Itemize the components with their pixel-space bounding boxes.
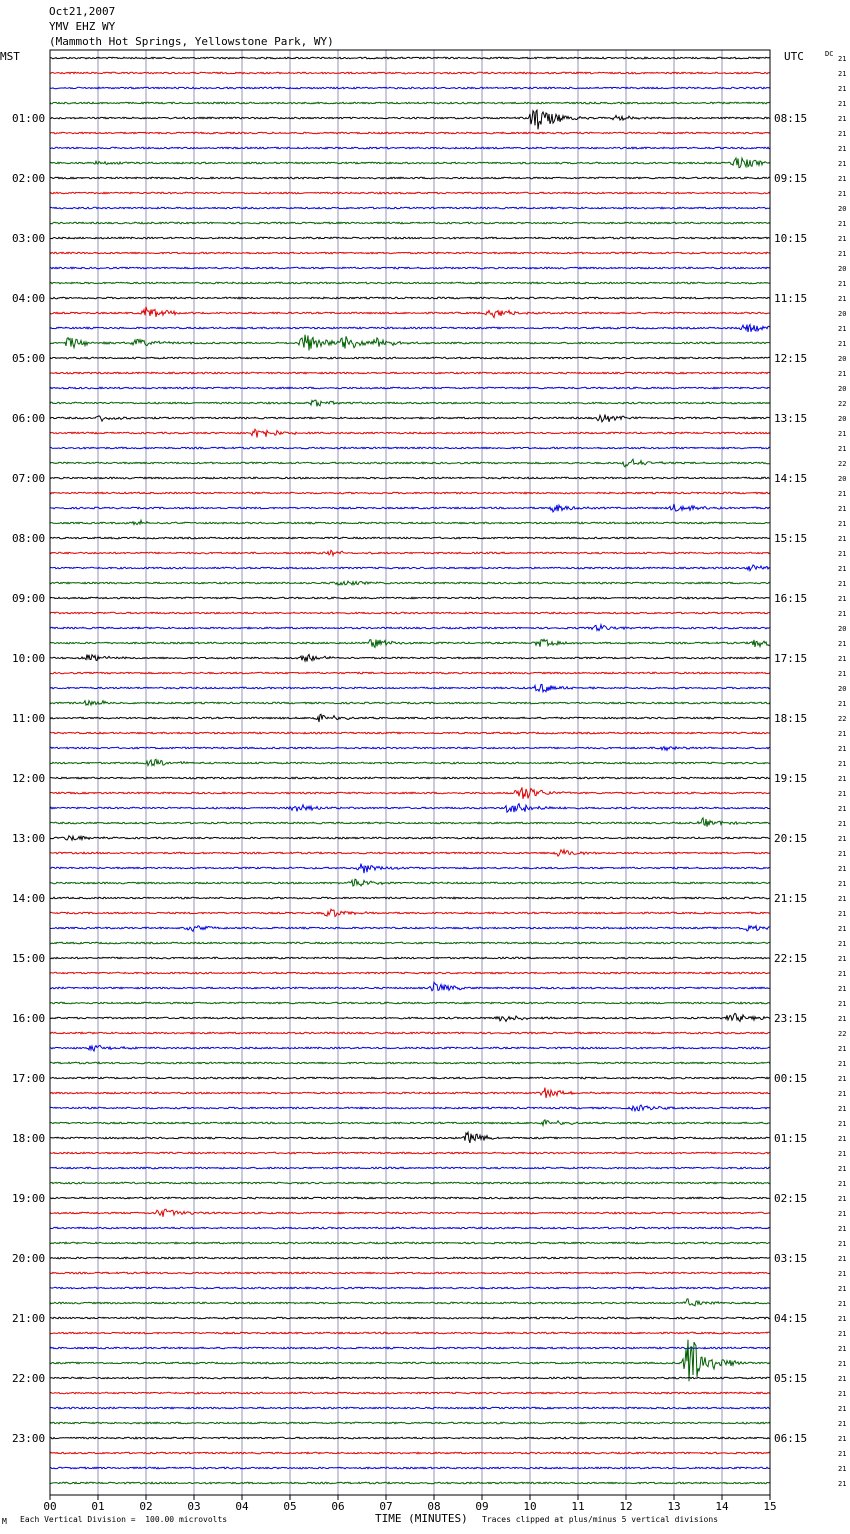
dc-offset-label: 21 <box>838 430 847 438</box>
dc-offset-label: 21 <box>838 280 847 288</box>
dc-offset-label: 21 <box>838 160 847 168</box>
dc-offset-label: 21 <box>838 760 847 768</box>
dc-offset-label: 20 <box>838 685 847 693</box>
dc-offset-label: 21 <box>838 1360 847 1368</box>
dc-offset-label: 21 <box>838 745 847 753</box>
seismic-trace <box>50 1332 770 1334</box>
seismic-trace <box>50 1182 770 1184</box>
dc-offset-label: 21 <box>838 235 847 243</box>
seismic-trace <box>50 942 770 944</box>
dc-offset-label: 20 <box>838 310 847 318</box>
right-time-label: 02:15 <box>774 1192 808 1205</box>
right-time-label: 04:15 <box>774 1312 808 1325</box>
right-time-label: 17:15 <box>774 652 808 665</box>
x-tick-label: 11 <box>571 1500 585 1513</box>
left-time-label: 09:00 <box>12 592 46 605</box>
seismic-trace <box>50 537 770 539</box>
seismic-trace <box>50 897 770 899</box>
seismic-trace <box>50 1317 770 1319</box>
x-tick-label: 09 <box>475 1500 489 1513</box>
dc-offset-label: 22 <box>838 1030 847 1038</box>
dc-offset-label: 21 <box>838 1330 847 1338</box>
left-time-label: 14:00 <box>12 892 46 905</box>
left-time-label: 12:00 <box>12 772 46 785</box>
dc-offset-label: 21 <box>838 295 847 303</box>
left-time-label: 07:00 <box>12 472 46 485</box>
dc-offset-label: 21 <box>838 550 847 558</box>
dc-offset-label: 21 <box>838 130 847 138</box>
seismic-trace <box>50 581 770 585</box>
dc-offset-label: 21 <box>838 850 847 858</box>
right-time-label: 20:15 <box>774 832 808 845</box>
dc-offset-label: 22 <box>838 715 847 723</box>
seismic-trace <box>50 72 770 74</box>
dc-offset-label: 21 <box>838 790 847 798</box>
right-time-label: 01:15 <box>774 1132 808 1145</box>
right-time-label: 22:15 <box>774 952 808 965</box>
dc-offset-label: 21 <box>838 805 847 813</box>
right-time-label: 11:15 <box>774 292 808 305</box>
right-time-label: 10:15 <box>774 232 808 245</box>
right-time-label: 15:15 <box>774 532 808 545</box>
right-time-label: 00:15 <box>774 1072 808 1085</box>
seismic-trace <box>50 1105 770 1111</box>
seismic-trace <box>50 732 770 734</box>
dc-offset-label: 21 <box>838 1315 847 1323</box>
right-time-label: 13:15 <box>774 412 808 425</box>
seismic-trace <box>50 1482 770 1484</box>
right-time-label: 08:15 <box>774 112 808 125</box>
x-tick-label: 15 <box>763 1500 777 1513</box>
left-time-label: 05:00 <box>12 352 46 365</box>
seismic-trace <box>50 1347 770 1349</box>
dc-offset-label: 21 <box>838 835 847 843</box>
seismic-trace <box>50 504 770 512</box>
seismic-trace <box>50 1242 770 1244</box>
left-time-label: 15:00 <box>12 952 46 965</box>
dc-offset-label: 21 <box>838 910 847 918</box>
seismic-trace <box>50 325 770 332</box>
seismic-trace <box>50 864 770 874</box>
right-time-label: 05:15 <box>774 1372 808 1385</box>
seismic-trace <box>50 477 770 479</box>
seismic-trace <box>50 747 770 751</box>
x-tick-label: 13 <box>667 1500 681 1513</box>
seismic-trace <box>50 982 770 991</box>
clip-note: Traces clipped at plus/minus 5 vertical divisions <box>482 1515 719 1524</box>
seismic-trace <box>50 282 770 284</box>
seismic-trace <box>50 400 770 406</box>
dc-offset-label: 21 <box>838 370 847 378</box>
dc-offset-label: 21 <box>838 775 847 783</box>
dc-offset-label: 21 <box>838 445 847 453</box>
left-time-label: 22:00 <box>12 1372 46 1385</box>
scale-note: Each Vertical Division = 100.00 microvolts <box>20 1515 228 1524</box>
dc-offset-label: 21 <box>838 730 847 738</box>
seismic-trace <box>50 1062 770 1064</box>
seismic-trace <box>50 1422 770 1424</box>
dc-offset-header: DC <box>825 50 834 58</box>
seismic-trace <box>50 1452 770 1454</box>
seismic-trace <box>50 335 770 351</box>
seismic-trace <box>50 818 770 827</box>
seismic-trace <box>50 1257 770 1259</box>
dc-offset-label: 21 <box>838 1150 847 1158</box>
seismic-trace <box>50 565 770 571</box>
dc-offset-label: 21 <box>838 1075 847 1083</box>
seismic-trace <box>50 777 770 779</box>
x-tick-label: 07 <box>379 1500 393 1513</box>
left-time-label: 08:00 <box>12 532 46 545</box>
seismic-trace <box>50 158 770 168</box>
seismic-trace <box>50 787 770 799</box>
dc-offset-label: 21 <box>838 55 847 63</box>
dc-offset-label: 21 <box>838 190 847 198</box>
dc-offset-label: 21 <box>838 1165 847 1173</box>
seismic-trace <box>50 110 770 129</box>
seismic-trace <box>50 1227 770 1229</box>
seismic-trace <box>50 1407 770 1409</box>
left-time-label: 03:00 <box>12 232 46 245</box>
seismic-trace <box>50 759 770 765</box>
dc-offset-label: 21 <box>838 1210 847 1218</box>
dc-offset-label: 21 <box>838 1090 847 1098</box>
dc-offset-label: 21 <box>838 505 847 513</box>
seismic-trace <box>50 237 770 239</box>
seismic-trace <box>50 207 770 209</box>
seismic-trace <box>50 1287 770 1289</box>
dc-offset-label: 21 <box>838 490 847 498</box>
left-time-label: 20:00 <box>12 1252 46 1265</box>
left-time-label: 01:00 <box>12 112 46 125</box>
right-time-label: 14:15 <box>774 472 808 485</box>
left-time-label: 18:00 <box>12 1132 46 1145</box>
x-tick-label: 06 <box>331 1500 345 1513</box>
dc-offset-label: 21 <box>838 145 847 153</box>
seismic-trace <box>50 87 770 89</box>
station-location: (Mammoth Hot Springs, Yellowstone Park, WY) <box>49 35 334 48</box>
dc-offset-label: 21 <box>838 1465 847 1473</box>
seismic-trace <box>50 926 770 932</box>
seismic-trace <box>50 357 770 359</box>
chart-date: Oct21,2007 <box>49 5 116 18</box>
seismic-trace <box>50 1132 770 1143</box>
dc-offset-label: 21 <box>838 565 847 573</box>
seismic-trace <box>50 836 770 840</box>
seismic-trace <box>50 909 770 916</box>
dc-offset-label: 21 <box>838 1105 847 1113</box>
axis-ticks <box>12 55 846 1513</box>
seismic-trace <box>50 429 770 437</box>
dc-offset-label: 21 <box>838 85 847 93</box>
seismic-trace <box>50 701 770 705</box>
dc-offset-label: 21 <box>838 1450 847 1458</box>
x-tick-label: 01 <box>91 1500 105 1513</box>
dc-offset-label: 21 <box>838 580 847 588</box>
dc-offset-label: 20 <box>838 205 847 213</box>
x-tick-label: 05 <box>283 1500 297 1513</box>
x-tick-label: 03 <box>187 1500 201 1513</box>
dc-offset-label: 21 <box>838 880 847 888</box>
plot-frame <box>50 50 770 1495</box>
seismic-trace <box>50 1120 770 1126</box>
seismic-trace <box>50 132 770 134</box>
dc-offset-label: 21 <box>838 1255 847 1263</box>
x-tick-label: 02 <box>139 1500 153 1513</box>
dc-offset-label: 21 <box>838 985 847 993</box>
dc-offset-label: 20 <box>838 625 847 633</box>
left-time-label: 11:00 <box>12 712 46 725</box>
dc-offset-label: 21 <box>838 1045 847 1053</box>
seismic-trace <box>50 1077 770 1079</box>
chart-title: YMV EHZ WY <box>49 20 116 33</box>
trace-lines <box>50 57 770 1484</box>
dc-offset-label: 21 <box>838 220 847 228</box>
dc-offset-label: 21 <box>838 175 847 183</box>
seismic-trace <box>50 57 770 59</box>
seismic-trace <box>50 252 770 254</box>
dc-offset-label: 20 <box>838 415 847 423</box>
x-tick-label: 12 <box>619 1500 633 1513</box>
seismic-trace <box>50 192 770 194</box>
seismic-trace <box>50 714 770 722</box>
right-time-label: 19:15 <box>774 772 808 785</box>
seismic-trace <box>50 102 770 104</box>
corner-mark: M <box>2 1517 7 1526</box>
dc-offset-label: 21 <box>838 1270 847 1278</box>
seismic-trace <box>50 612 770 614</box>
x-tick-label: 00 <box>43 1500 57 1513</box>
dc-offset-label: 21 <box>838 1435 847 1443</box>
right-time-label: 21:15 <box>774 892 808 905</box>
dc-offset-label: 21 <box>838 1120 847 1128</box>
dc-offset-label: 21 <box>838 1480 847 1488</box>
x-tick-label: 10 <box>523 1500 537 1513</box>
seismic-trace <box>50 372 770 374</box>
right-time-label: 03:15 <box>774 1252 808 1265</box>
dc-offset-label: 21 <box>838 1390 847 1398</box>
seismic-trace <box>50 307 770 318</box>
dc-offset-label: 21 <box>838 1420 847 1428</box>
seismic-trace <box>50 387 770 389</box>
dc-offset-label: 22 <box>838 400 847 408</box>
dc-offset-label: 21 <box>838 520 847 528</box>
dc-offset-label: 21 <box>838 1240 847 1248</box>
dc-offset-label: 21 <box>838 670 847 678</box>
seismic-trace <box>50 1272 770 1274</box>
left-time-label: 17:00 <box>12 1072 46 1085</box>
dc-offset-label: 21 <box>838 1180 847 1188</box>
seismic-trace <box>50 492 770 494</box>
left-time-label: 06:00 <box>12 412 46 425</box>
dc-offset-label: 21 <box>838 865 847 873</box>
seismic-trace <box>50 1013 770 1021</box>
dc-offset-label: 21 <box>838 100 847 108</box>
dc-offset-label: 21 <box>838 955 847 963</box>
seismic-trace <box>50 415 770 422</box>
right-time-label: 06:15 <box>774 1432 808 1445</box>
seismic-trace <box>50 222 770 224</box>
dc-offset-label: 21 <box>838 940 847 948</box>
seismic-trace <box>50 1197 770 1199</box>
seismic-trace <box>50 447 770 449</box>
dc-offset-label: 20 <box>838 355 847 363</box>
seismic-trace <box>50 625 770 631</box>
seismic-trace <box>50 597 770 599</box>
seismic-trace <box>50 1377 770 1379</box>
seismic-trace <box>50 1152 770 1154</box>
dc-offset-label: 21 <box>838 610 847 618</box>
right-time-label: 23:15 <box>774 1012 808 1025</box>
dc-offset-label: 21 <box>838 1060 847 1068</box>
x-axis-title: TIME (MINUTES) <box>375 1512 468 1525</box>
x-tick-label: 08 <box>427 1500 441 1513</box>
dc-offset-label: 21 <box>838 535 847 543</box>
right-time-label: 12:15 <box>774 352 808 365</box>
dc-offset-label: 21 <box>838 1225 847 1233</box>
left-time-label: 16:00 <box>12 1012 46 1025</box>
dc-offset-label: 21 <box>838 1345 847 1353</box>
dc-offset-label: 21 <box>838 595 847 603</box>
seismic-trace <box>50 1392 770 1394</box>
left-time-label: 04:00 <box>12 292 46 305</box>
seismic-trace <box>50 1209 770 1217</box>
seismic-trace <box>50 147 770 149</box>
seismic-trace <box>50 684 770 691</box>
seismic-trace <box>50 1467 770 1469</box>
dc-offset-label: 21 <box>838 1375 847 1383</box>
dc-offset-label: 21 <box>838 340 847 348</box>
dc-offset-label: 21 <box>838 820 847 828</box>
dc-offset-label: 21 <box>838 325 847 333</box>
dc-offset-label: 21 <box>838 1135 847 1143</box>
dc-offset-label: 21 <box>838 970 847 978</box>
seismic-trace <box>50 550 770 555</box>
seismic-trace <box>50 655 770 662</box>
seismic-trace <box>50 639 770 647</box>
dc-offset-label: 21 <box>838 115 847 123</box>
seismic-trace <box>50 804 770 813</box>
dc-offset-label: 21 <box>838 700 847 708</box>
seismic-trace <box>50 1046 770 1052</box>
seismic-trace <box>50 520 770 524</box>
left-timezone-label: MST <box>0 50 20 63</box>
dc-offset-label: 21 <box>838 70 847 78</box>
seismic-trace <box>50 1340 770 1382</box>
seismic-trace <box>50 459 770 467</box>
dc-offset-label: 20 <box>838 265 847 273</box>
left-time-label: 19:00 <box>12 1192 46 1205</box>
seismic-trace <box>50 297 770 299</box>
seismic-trace <box>50 1032 770 1034</box>
x-tick-label: 14 <box>715 1500 729 1513</box>
seismic-trace <box>50 850 770 856</box>
right-time-label: 18:15 <box>774 712 808 725</box>
left-time-label: 23:00 <box>12 1432 46 1445</box>
seismic-trace <box>50 1002 770 1004</box>
right-time-label: 09:15 <box>774 172 808 185</box>
seismic-trace <box>50 672 770 674</box>
dc-offset-label: 21 <box>838 655 847 663</box>
seismic-trace <box>50 1167 770 1169</box>
left-time-label: 10:00 <box>12 652 46 665</box>
seismic-trace <box>50 879 770 886</box>
dc-offset-label: 22 <box>838 460 847 468</box>
x-tick-label: 04 <box>235 1500 249 1513</box>
dc-offset-label: 20 <box>838 475 847 483</box>
dc-offset-label: 20 <box>838 385 847 393</box>
dc-offset-label: 21 <box>838 250 847 258</box>
seismic-trace <box>50 177 770 179</box>
dc-offset-label: 21 <box>838 1000 847 1008</box>
dc-offset-label: 21 <box>838 640 847 648</box>
left-time-label: 02:00 <box>12 172 46 185</box>
seismic-trace <box>50 957 770 959</box>
dc-offset-label: 21 <box>838 1195 847 1203</box>
left-time-label: 21:00 <box>12 1312 46 1325</box>
seismic-trace <box>50 972 770 974</box>
dc-offset-label: 21 <box>838 925 847 933</box>
dc-offset-label: 21 <box>838 1015 847 1023</box>
seismic-trace <box>50 267 770 269</box>
seismic-trace <box>50 1437 770 1439</box>
right-timezone-label: UTC <box>784 50 804 63</box>
dc-offset-label: 21 <box>838 1405 847 1413</box>
dc-offset-label: 21 <box>838 895 847 903</box>
dc-offset-label: 21 <box>838 1300 847 1308</box>
dc-offset-label: 21 <box>838 1285 847 1293</box>
seismic-trace <box>50 1299 770 1306</box>
right-time-label: 16:15 <box>774 592 808 605</box>
left-time-label: 13:00 <box>12 832 46 845</box>
chart-grid <box>98 50 722 1495</box>
seismic-trace <box>50 1088 770 1098</box>
